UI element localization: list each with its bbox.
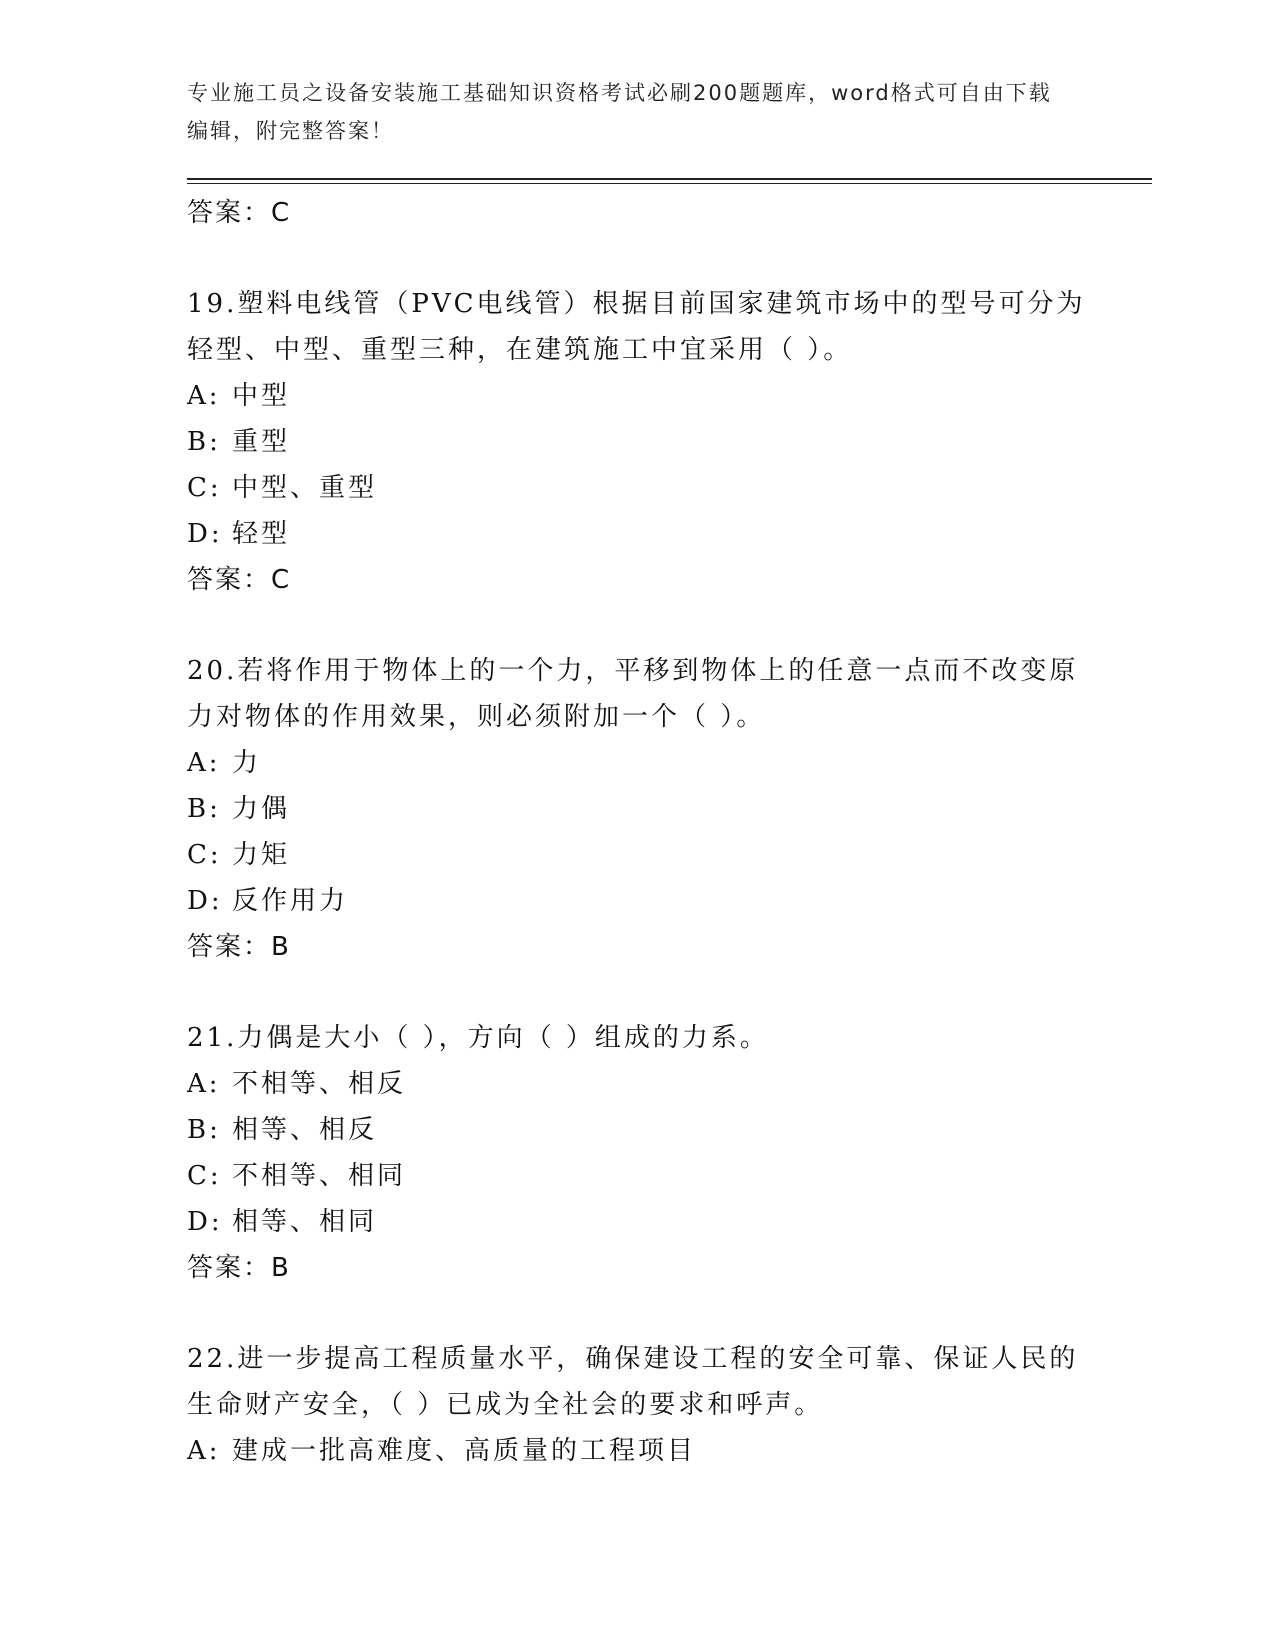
option-text: 力偶 (232, 794, 291, 824)
option-c (187, 465, 1087, 511)
option-text: 反作用力 (232, 886, 349, 916)
option-a (187, 1061, 1087, 1107)
option-d (187, 1199, 1087, 1245)
option-letter: A: (187, 1436, 221, 1466)
answer-line: 答案：C (187, 198, 292, 228)
question-20 (187, 648, 1087, 970)
option-text: 重型 (232, 427, 291, 457)
option-letter: C: (187, 473, 222, 503)
option-b (187, 419, 1087, 465)
page-header: 专业施工员之设备安装施工基础知识资格考试必刷200题题库，word格式可自由下载编辑，附完整答案！ (187, 81, 1052, 143)
option-text: 轻型 (232, 519, 291, 549)
option-d (187, 878, 1087, 924)
answer-line: 答案：B (187, 1253, 291, 1283)
option-letter: D: (187, 886, 223, 916)
option-letter: D: (187, 1207, 223, 1237)
option-d (187, 511, 1087, 557)
option-text: 中型、重型 (232, 473, 378, 503)
option-text: 相等、相反 (232, 1115, 378, 1145)
option-a (187, 740, 1087, 786)
option-text: 中型 (232, 381, 291, 411)
option-letter: A: (187, 1069, 221, 1099)
option-text: 不相等、相反 (232, 1069, 407, 1099)
option-text: 力 (232, 748, 262, 778)
option-text: 不相等、相同 (232, 1161, 407, 1191)
option-letter: C: (187, 840, 222, 870)
option-letter: B: (187, 1115, 221, 1145)
option-letter: B: (187, 427, 221, 457)
question-22 (187, 1336, 1087, 1474)
option-c (187, 832, 1087, 878)
option-letter: A: (187, 381, 221, 411)
option-letter: D: (187, 519, 223, 549)
option-c (187, 1153, 1087, 1199)
question-text: 19.塑料电线管（PVC电线管）根据目前国家建筑市场中的型号可分为轻型、中型、重型三种，在建筑施工中宜采用（ ）。 (187, 289, 1086, 365)
question-text: 21.力偶是大小（ ），方向（ ）组成的力系。 (187, 1023, 769, 1053)
question-19 (187, 281, 1087, 603)
question-list (187, 190, 1087, 1474)
header-rule-thick (187, 178, 1152, 180)
answer-line: 答案：B (187, 932, 291, 962)
question-21 (187, 1015, 1087, 1291)
option-b (187, 786, 1087, 832)
option-letter: B: (187, 794, 221, 824)
option-text: 力矩 (232, 840, 291, 870)
question-text: 20.若将作用于物体上的一个力，平移到物体上的任意一点而不改变原力对物体的作用效果，则必须附加一个（ ）。 (187, 656, 1079, 732)
question-text: 22.进一步提高工程质量水平，确保建设工程的安全可靠、保证人民的生命财产安全，（ ）已成为全社会的要求和呼声。 (187, 1344, 1079, 1420)
option-letter: A: (187, 748, 221, 778)
option-letter: C: (187, 1161, 222, 1191)
option-a (187, 1428, 1087, 1474)
header-rule-thin (187, 183, 1152, 184)
option-a (187, 373, 1087, 419)
option-text: 相等、相同 (232, 1207, 378, 1237)
answer-line: 答案：C (187, 565, 292, 595)
option-b (187, 1107, 1087, 1153)
option-text: 建成一批高难度、高质量的工程项目 (232, 1436, 697, 1466)
